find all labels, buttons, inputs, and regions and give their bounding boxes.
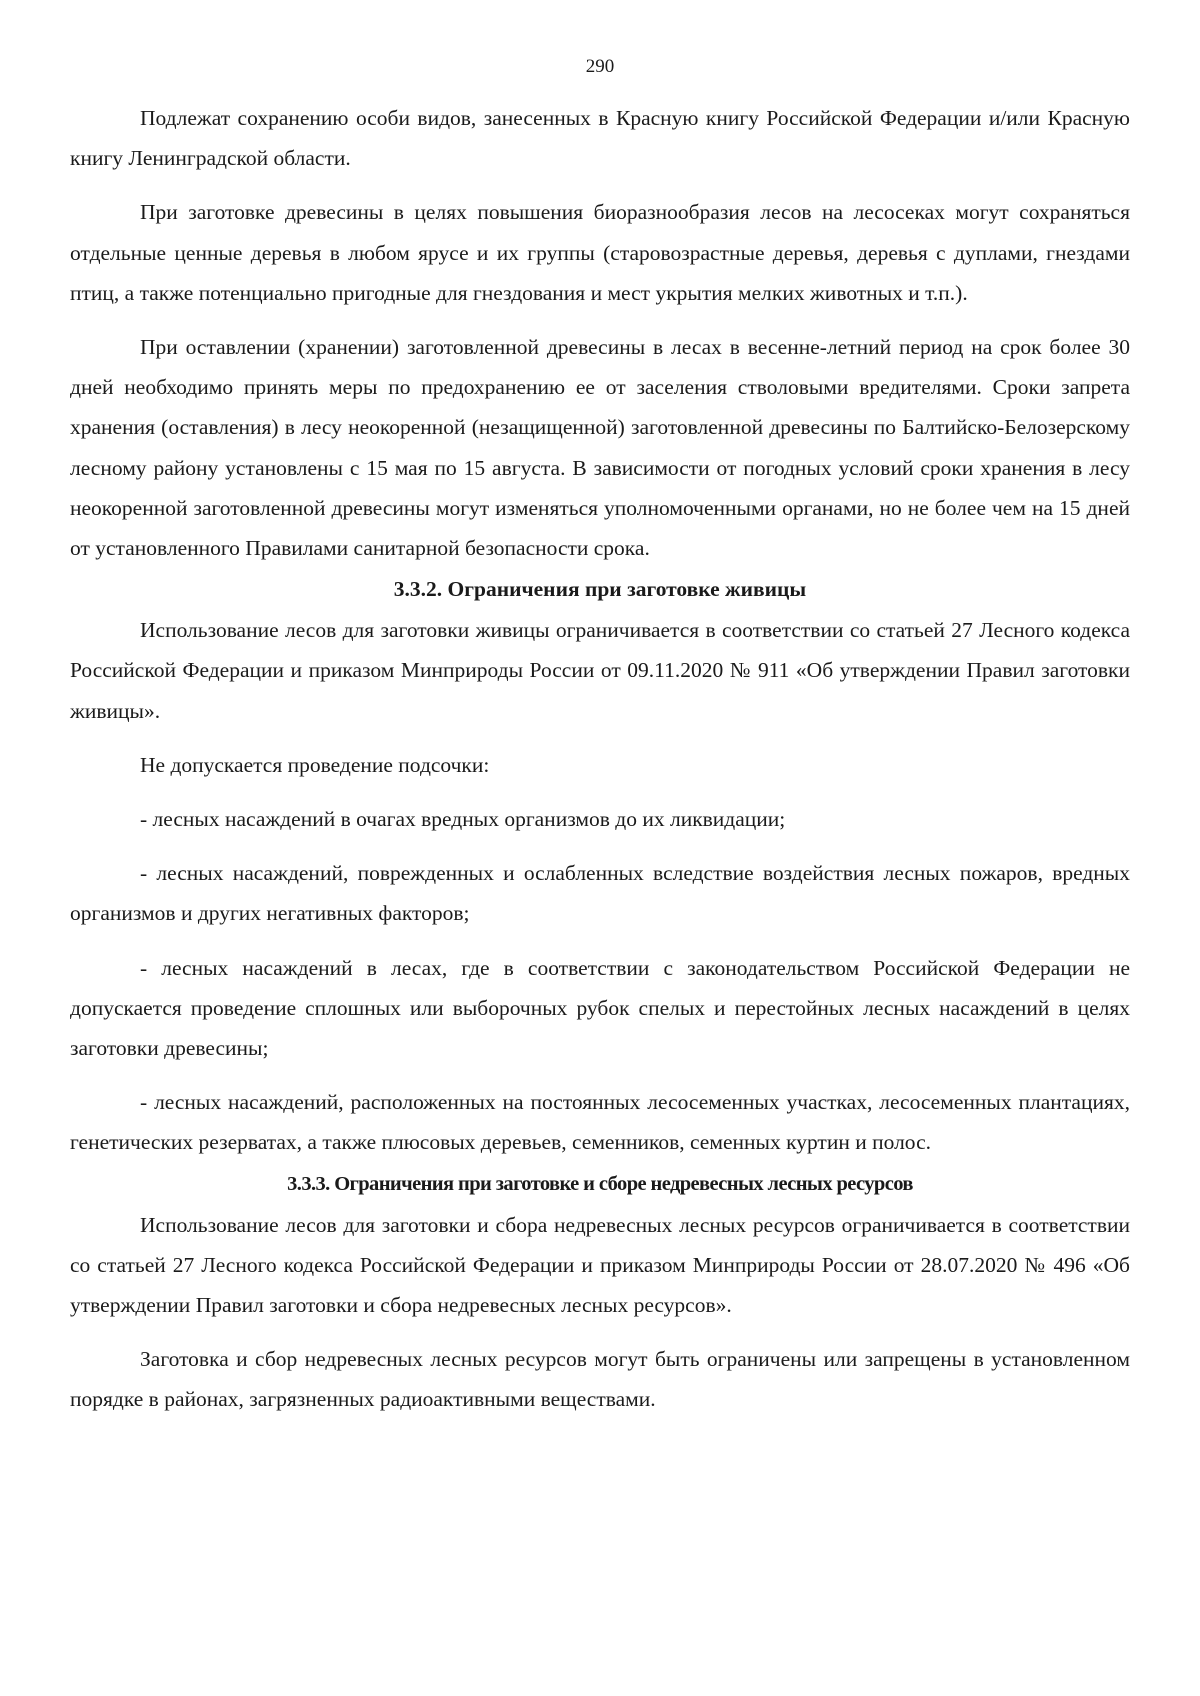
paragraph-red-book: Подлежат сохранению особи видов, занесенных в Красную книгу Российской Федерации и/или Красную книгу Ленинградской области. [70,106,1130,171]
paragraph-biodiversity: При заготовке древесины в целях повышения биоразнообразия лесов на лесосеках могут сохраняться отдельные ценные деревья в любом ярусе и их группы (старовозрастные деревья, деревья с дуплами, гнездами птиц, а также потенциально пригодные для гнездования и мест укрытия мелких животных и т.п.). [70,200,1130,305]
list-item-no-felling-forests: - лесных насаждений в лесах, где в соответствии с законодательством Российской Федерации не допускается проведение сплошных или выборочных рубок спелых и перестойных лесных насаждений в целях заготовки древесины; [70,955,1130,1061]
paragraph-radioactive-restriction: Заготовка и сбор недревесных лесных ресурсов могут быть ограничены или запрещены в установленном порядке в районах, загрязненных радиоактивными веществами. [70,1347,1130,1412]
list-item-damaged-stands: - лесных насаждений, поврежденных и ослабленных вследствие воздействия лесных пожаров, вредных организмов и других негативных факторов; [70,861,1130,926]
page-number: 290 [585,56,615,77]
document-body [70,98,1130,1420]
paragraph-non-timber-usage: Использование лесов для заготовки и сбора недревесных лесных ресурсов ограничивается в соответствии со статьей 27 Лесного кодекса Российской Федерации и приказом Минприроды России от 28.07.2020 № 496 «Об утверждении Правил заготовки и сбора недревесных лесных ресурсов». [70,1212,1130,1318]
paragraph-resin-usage: Использование лесов для заготовки живицы ограничивается в соответствии со статьей 27 Лесного кодекса Российской Федерации и приказом Минприроды России от 09.11.2020 № 911 «Об утверждении Правил заготовки живицы». [70,618,1130,723]
paragraph-tapping-prohibited: Не допускается проведение подсочки: [140,752,490,777]
section-heading-3-3-3: 3.3.3. Ограничения при заготовке и сборе недревесных лесных ресурсов [287,1172,913,1195]
list-item-seed-plots: - лесных насаждений, расположенных на постоянных лесосеменных участках, лесосеменных плантациях, генетических резерватах, а также плюсовых деревьев, семенников, семенных куртин и полос. [70,1090,1130,1155]
paragraph-timber-storage: При оставлении (хранении) заготовленной древесины в лесах в весенне-летний период на срок более 30 дней необходимо принять меры по предохранению ее от заселения стволовыми вредителями. Сроки запрета хранения (оставления) в лесу неокоренной (незащищенной) заготовленной древесины по Балтийско-Белозерскому лесному району установлены с 15 мая по 15 августа. В зависимости от погодных условий сроки хранения в лесу неокоренной заготовленной древесины могут изменяться уполномоченными органами, но не более чем на 15 дней от установленного Правилами санитарной безопасности срока. [70,335,1130,561]
section-heading-3-3-2: 3.3.2. Ограничения при заготовке живицы [393,577,807,602]
list-item-pest-foci: - лесных насаждений в очагах вредных организмов до их ликвидации; [140,807,786,832]
